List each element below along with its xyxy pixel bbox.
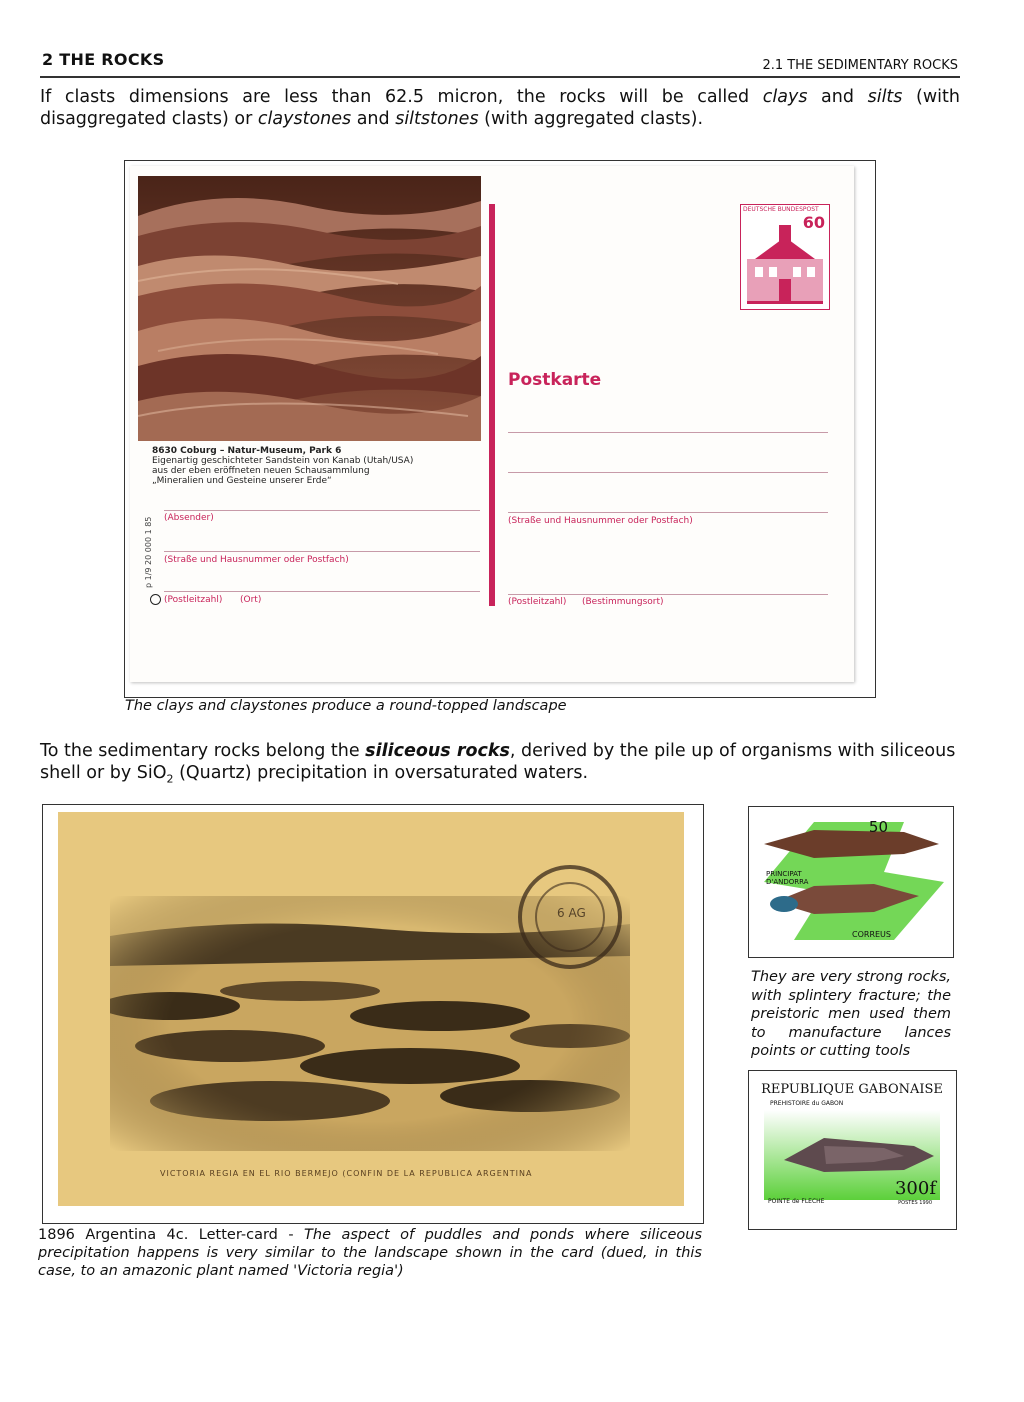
- postmark-icon: [512, 862, 628, 972]
- intro-paragraph: [40, 86, 960, 130]
- caption-line: Eigenartig geschichteter Sandstein von Kanab (Utah/USA): [152, 456, 414, 466]
- gabon-country: REPUBLIQUE GABONAISE: [761, 1082, 943, 1097]
- term-clays: clays: [762, 87, 808, 107]
- gabon-value: 300f: [894, 1178, 936, 1199]
- caption-italic: The aspect of puddles and ponds where siliceous precipitation happens is very similar to the landscape shown in the card (dued, in this case, to an amazonic plant named 'Victoria regia'): [38, 1227, 702, 1279]
- street-label-left: (Straße und Hausnummer oder Postfach): [164, 555, 349, 565]
- destination-label: (Bestimmungsort): [582, 597, 664, 607]
- town-label: (Ort): [240, 595, 262, 605]
- postcode-label-left: (Postleitzahl): [164, 595, 223, 605]
- stamp-issuer: DEUTSCHE BUNDESPOST: [743, 206, 819, 213]
- absender-label: (Absender): [164, 513, 214, 523]
- address-line: [508, 472, 828, 473]
- address-line: [508, 512, 828, 513]
- caption-plain: 1896 Argentina 4c. Letter-card -: [38, 1227, 305, 1243]
- caption-line: „Mineralien und Gesteine unserer Erde“: [152, 476, 332, 486]
- text: and: [807, 87, 868, 107]
- letter-card-caption: [38, 1226, 702, 1280]
- chapter-title: 2 THE ROCKS: [42, 50, 165, 69]
- address-line: [508, 432, 828, 433]
- text: (with disaggregated clasts) or: [40, 87, 960, 129]
- gabon-stamp: [758, 1078, 946, 1216]
- siliceous-paragraph: [40, 740, 960, 791]
- term-siliceous-rocks: siliceous rocks: [365, 741, 510, 761]
- andorra-stamp-value: 50: [868, 818, 888, 836]
- text: If clasts dimensions are less than 62.5 micron, the rocks will be called: [40, 87, 763, 107]
- subscript: 2: [166, 772, 174, 786]
- card-printed-title: VICTORIA REGIA EN EL RIO BERMEJO (CONFIN DE LA REPUBLICA ARGENTINA: [160, 1169, 533, 1178]
- divider-bar: [489, 204, 495, 606]
- postcard1-caption: The clays and claystones produce a round-topped landscape: [125, 698, 567, 714]
- gabon-label: POINTE de FLECHE: [768, 1198, 825, 1205]
- address-line: [164, 551, 480, 552]
- posthorn-icon: [150, 594, 161, 605]
- svg-text:6 AG: 6 AG: [557, 906, 586, 920]
- andorra-post: CORREUS: [852, 930, 891, 939]
- address-line: [164, 510, 480, 511]
- text: To the sedimentary rocks belong the: [40, 741, 366, 761]
- term-siltstones: siltstones: [395, 109, 479, 129]
- andorra-country: PRINCIPAT D'ANDORRA: [766, 870, 809, 886]
- caption-line: aus der eben eröffneten neuen Schausammlung: [152, 466, 370, 476]
- street-label-right: (Straße und Hausnummer oder Postfach): [508, 516, 693, 526]
- postcode-label-right: (Postleitzahl): [508, 597, 567, 607]
- layered-sandstone-image: [138, 176, 481, 441]
- stamp-value: 60: [802, 213, 825, 232]
- german-stamp: [740, 204, 830, 310]
- section-title: 2.1 THE SEDIMENTARY ROCKS: [762, 58, 958, 73]
- postkarte-label: Postkarte: [508, 370, 602, 390]
- print-code: p 1/9 20 000 1 85: [144, 516, 153, 588]
- side-caption: They are very strong rocks, with splintery fracture; the preistoric men used them to manufacture lances points or cutting tools: [751, 969, 951, 1059]
- castle-icon: [745, 219, 825, 307]
- text: , derived by the pile up of organisms with siliceous shell or by SiO: [40, 741, 956, 783]
- andorra-stamp: [754, 812, 946, 950]
- gabon-year: POSTES 1990: [898, 1200, 932, 1206]
- postcard-picture-caption: [152, 446, 482, 486]
- address-line: [508, 594, 828, 595]
- gabon-subtitle: PREHISTOIRE du GABON: [770, 1100, 844, 1107]
- text: (Quartz) precipitation in oversaturated waters.: [173, 763, 589, 783]
- address-line: [164, 591, 480, 592]
- header-rule: [40, 76, 960, 78]
- text: (with aggregated clasts).: [478, 109, 704, 129]
- caption-line: 8630 Coburg – Natur-Museum, Park 6: [152, 446, 342, 456]
- term-silts: silts: [867, 87, 903, 107]
- text: and: [351, 109, 396, 129]
- term-claystones: claystones: [257, 109, 352, 129]
- sandstone-photo: [138, 176, 481, 441]
